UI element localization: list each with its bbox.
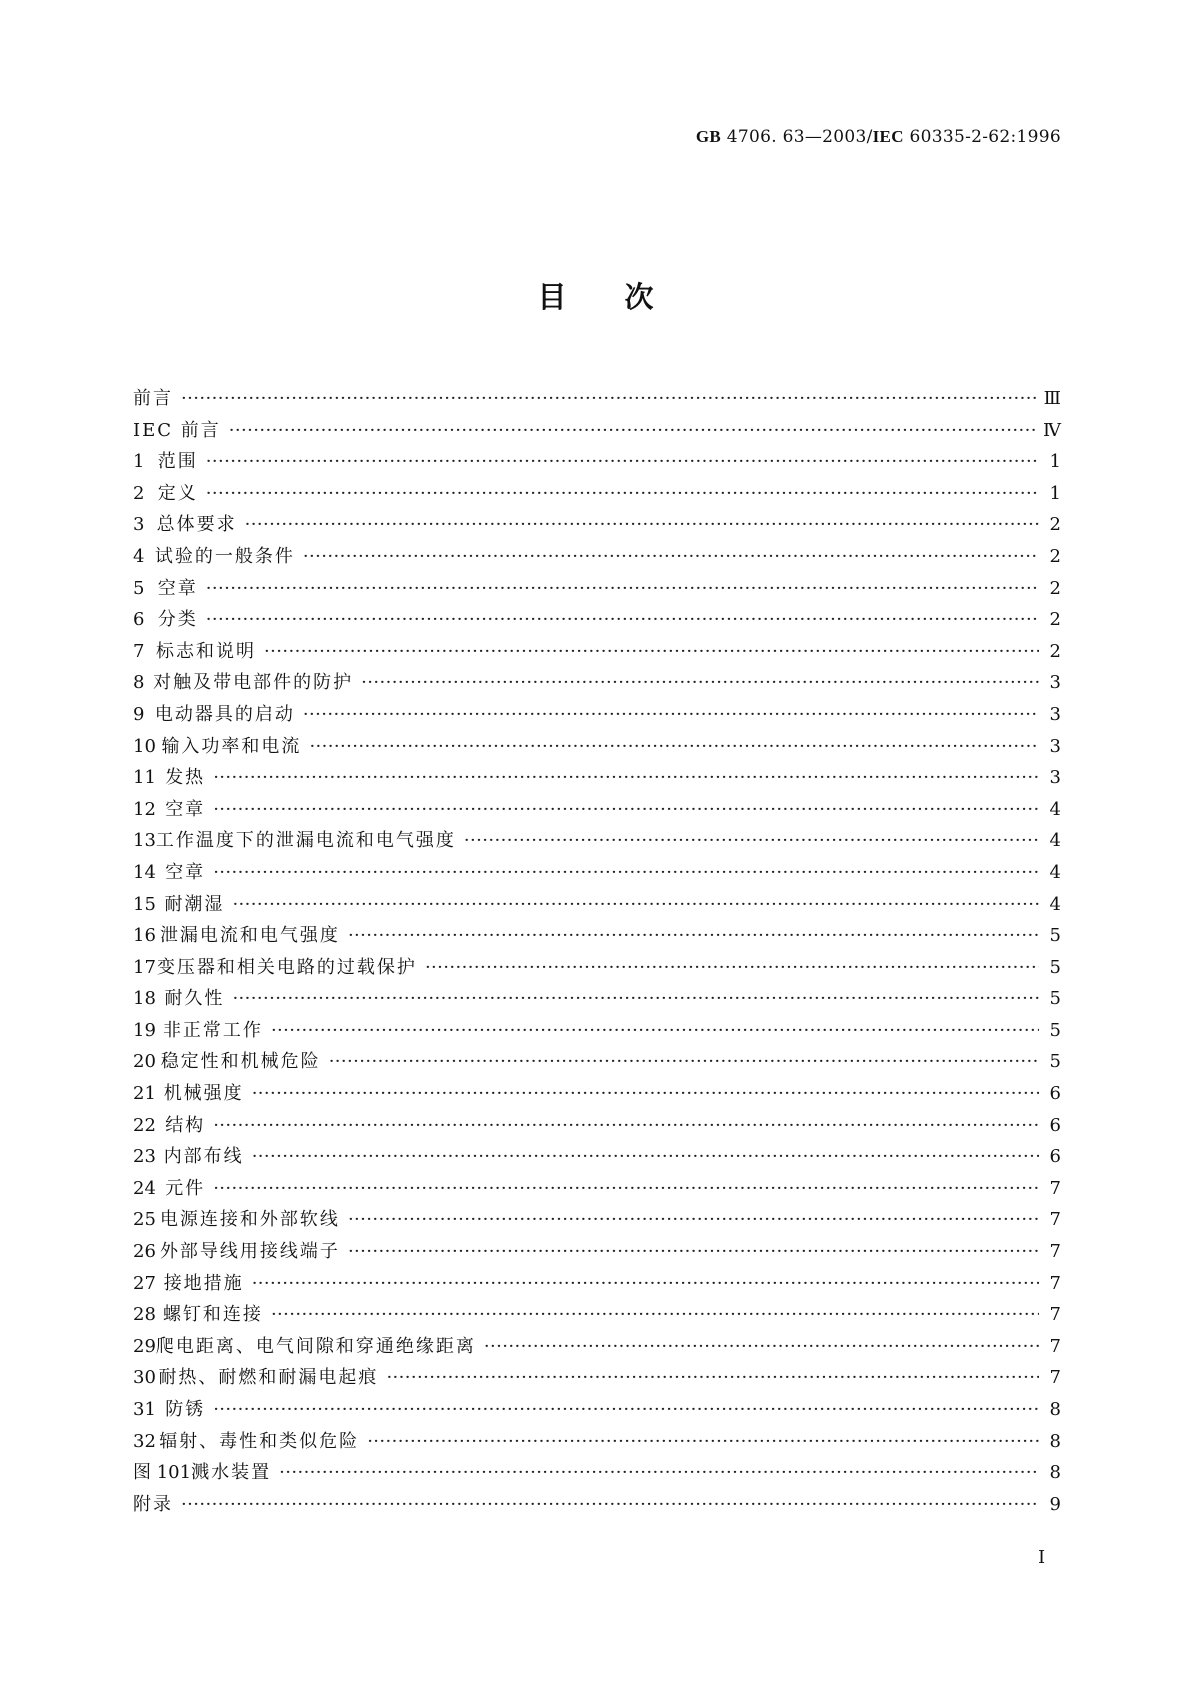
toc-entry[interactable]	[133, 1458, 1061, 1490]
toc-entry[interactable]	[133, 479, 1061, 511]
toc-entry-label: 输入功率和电流	[161, 735, 302, 757]
page-number: Ⅰ	[1038, 1547, 1046, 1568]
toc-entry-page: 7	[1049, 1335, 1061, 1357]
toc-entry[interactable]	[133, 795, 1061, 827]
toc-entry-label: 螺钉和连接	[162, 1304, 263, 1326]
gb-prefix: GB	[695, 127, 722, 146]
toc-entry[interactable]	[133, 447, 1061, 479]
toc-entry-label: 变压器和相关电路的过载保护	[156, 956, 417, 978]
iec-prefix: IEC	[872, 127, 904, 146]
toc-entry-label: 空章	[157, 577, 198, 599]
toc-entry-label: 耐久性	[164, 988, 225, 1010]
toc-entry-page: 8	[1049, 1399, 1061, 1420]
toc-entry-label: 电动器具的启动	[154, 703, 295, 725]
toc-entry-page: 5	[1049, 925, 1061, 947]
toc-entry-label: 附录	[133, 1493, 173, 1515]
toc-dot-leader	[213, 1115, 1039, 1136]
toc-dot-leader	[264, 641, 1039, 662]
toc-dot-leader	[348, 1241, 1039, 1262]
toc-entry-number: 4	[133, 545, 145, 567]
toc-entry-page: 1	[1049, 482, 1061, 504]
toc-entry-number: 15	[133, 893, 156, 915]
toc-entry[interactable]	[133, 1205, 1061, 1237]
toc-entry-page: 2	[1049, 640, 1061, 662]
toc-entry-number: 26	[133, 1241, 156, 1263]
toc-entry-page: Ⅳ	[1043, 419, 1061, 441]
toc-entry[interactable]	[133, 1111, 1061, 1143]
toc-entry-number: 17	[133, 956, 156, 978]
toc-entry-number: 10	[133, 735, 156, 757]
toc-dot-leader	[213, 799, 1039, 820]
toc-entry-page: 3	[1049, 735, 1061, 757]
toc-entry[interactable]	[133, 953, 1061, 985]
toc-dot-leader	[464, 830, 1039, 851]
toc-dot-leader	[309, 736, 1039, 757]
toc-entry-page: 3	[1049, 703, 1061, 725]
toc-dot-leader	[213, 862, 1039, 883]
toc-dot-leader	[361, 672, 1039, 693]
toc-entry-label: 接地措施	[163, 1272, 244, 1294]
toc-entry-number: 24	[133, 1177, 156, 1199]
toc-entry-number: 31	[133, 1399, 156, 1420]
toc-entry-number: 2	[133, 482, 145, 504]
toc-entry[interactable]	[133, 984, 1061, 1016]
toc-dot-leader	[252, 1273, 1039, 1294]
toc-dot-leader	[252, 1146, 1039, 1167]
toc-dot-leader	[213, 1399, 1039, 1420]
gb-number: 4706. 63—2003/	[721, 127, 873, 147]
toc-dot-leader	[348, 925, 1039, 946]
toc-entry-page: 4	[1049, 893, 1061, 915]
toc-entry[interactable]	[133, 637, 1061, 669]
toc-dot-leader	[213, 1178, 1039, 1199]
iec-number: 60335-2-62:1996	[903, 127, 1061, 147]
toc-dot-leader	[206, 451, 1039, 472]
toc-dot-leader	[206, 483, 1039, 504]
toc-entry[interactable]	[133, 1047, 1061, 1079]
toc-entry-number: 29	[133, 1335, 156, 1357]
toc-entry-page: 7	[1049, 1177, 1061, 1199]
toc-dot-leader	[303, 546, 1039, 567]
toc-entry-number: 11	[133, 767, 156, 789]
toc-dot-leader	[303, 704, 1039, 725]
toc-entry-label: 泄漏电流和电气强度	[159, 925, 340, 947]
toc-entry-page: 7	[1049, 1241, 1061, 1263]
toc-entry-page: 2	[1049, 545, 1061, 567]
toc-entry-label: 范围	[157, 451, 198, 473]
toc-dot-leader	[367, 1431, 1039, 1452]
toc-dot-leader	[232, 988, 1039, 1009]
toc-dot-leader	[484, 1336, 1039, 1357]
toc-entry-number: 9	[133, 703, 145, 725]
toc-entry[interactable]	[133, 826, 1061, 858]
toc-entry[interactable]	[133, 542, 1061, 574]
toc-entry-number: 图 101	[133, 1462, 192, 1484]
toc-dot-leader	[206, 578, 1039, 599]
toc-entry[interactable]	[133, 1269, 1061, 1301]
toc-entry-page: 6	[1049, 1083, 1061, 1105]
toc-entry-page: 8	[1049, 1430, 1061, 1452]
toc-entry-label: 外部导线用接线端子	[159, 1241, 340, 1263]
toc-dot-leader	[213, 767, 1039, 788]
toc-entry-number: 21	[133, 1083, 156, 1105]
toc-entry-page: 4	[1049, 830, 1061, 852]
toc-entry-page: 5	[1049, 988, 1061, 1010]
toc-dot-leader	[229, 420, 1037, 441]
toc-dot-leader	[386, 1367, 1039, 1388]
toc-entry[interactable]	[133, 1332, 1061, 1364]
toc-entry-page: 7	[1049, 1304, 1061, 1326]
toc-entry-label: 试验的一般条件	[154, 545, 295, 567]
toc-entry[interactable]	[133, 1174, 1061, 1206]
toc-dot-leader	[271, 1304, 1039, 1325]
toc-entry-label: 定义	[157, 482, 198, 504]
toc-entry-label: 发热	[165, 767, 206, 789]
toc-entry-number: 14	[133, 861, 156, 883]
document-standard-number	[696, 127, 1061, 147]
toc-entry-label: 标志和说明	[156, 640, 257, 662]
toc-entry-number: 12	[133, 798, 156, 820]
toc-entry-label: 稳定性和机械危险	[160, 1051, 321, 1073]
toc-entry-page: 7	[1049, 1209, 1061, 1231]
toc-dot-leader	[181, 388, 1038, 409]
toc-entry[interactable]	[133, 763, 1061, 795]
toc-entry-number: 6	[133, 609, 145, 631]
toc-entry[interactable]	[133, 1427, 1061, 1459]
toc-entry-number: 25	[133, 1209, 156, 1231]
toc-dot-leader	[348, 1209, 1039, 1230]
toc-entry-page: 5	[1049, 1019, 1061, 1041]
toc-entry-label: IEC 前言	[133, 419, 221, 441]
toc-entry-number: 3	[133, 514, 145, 536]
toc-entry-number: 23	[133, 1146, 156, 1168]
toc-entry[interactable]	[133, 1237, 1061, 1269]
toc-entry-page: 6	[1049, 1114, 1061, 1136]
toc-entry-number: 32	[133, 1430, 156, 1452]
toc-entry[interactable]	[133, 668, 1061, 700]
toc-entry-label: 总体要求	[156, 514, 237, 536]
toc-entry-number: 20	[133, 1051, 156, 1073]
toc-entry-page: Ⅲ	[1043, 388, 1061, 409]
toc-entry-number: 8	[133, 672, 145, 694]
toc-entry-label: 分类	[157, 609, 198, 631]
toc-entry-label: 耐潮湿	[164, 893, 225, 915]
toc-entry-number: 28	[133, 1304, 156, 1326]
toc-entry-number: 18	[133, 988, 156, 1010]
toc-dot-leader	[206, 609, 1039, 630]
toc-entry-label: 前言	[133, 388, 173, 409]
toc-entry[interactable]	[133, 858, 1061, 890]
toc-dot-leader	[425, 957, 1039, 978]
toc-dot-leader	[232, 894, 1039, 915]
toc-entry-label: 对触及带电部件的防护	[153, 672, 354, 694]
toc-entry-page: 3	[1049, 672, 1061, 694]
toc-entry-label: 结构	[165, 1114, 206, 1136]
toc-entry[interactable]	[133, 1363, 1061, 1395]
toc-entry-number: 19	[133, 1019, 156, 1041]
toc-entry[interactable]	[133, 921, 1061, 953]
toc-entry-page: 1	[1049, 451, 1061, 473]
toc-entry[interactable]	[133, 1490, 1061, 1522]
toc-entry-number: 1	[133, 451, 145, 473]
toc-entry-label: 空章	[165, 798, 206, 820]
toc-entry-label: 内部布线	[163, 1146, 244, 1168]
toc-entry-label: 耐热、耐燃和耐漏电起痕	[158, 1367, 379, 1389]
toc-entry[interactable]	[133, 1016, 1061, 1048]
toc-entry-page: 6	[1049, 1146, 1061, 1168]
toc-entry[interactable]	[133, 1142, 1061, 1174]
toc-entry-page: 5	[1049, 1051, 1061, 1073]
toc-entry-number: 27	[133, 1272, 156, 1294]
toc-entry-number: 22	[133, 1114, 156, 1136]
toc-entry-label: 辐射、毒性和类似危险	[159, 1430, 360, 1452]
page-title: 目次	[537, 280, 712, 314]
toc-entry-label: 溅水装置	[191, 1462, 272, 1484]
toc-entry-page: 7	[1049, 1272, 1061, 1294]
toc-entry-label: 防锈	[165, 1399, 206, 1420]
toc-entry-page: 4	[1049, 798, 1061, 820]
toc-entry-page: 9	[1049, 1493, 1061, 1515]
toc-dot-leader	[329, 1051, 1039, 1072]
toc-entry[interactable]	[133, 1079, 1061, 1111]
table-of-contents	[133, 384, 1061, 1521]
toc-entry-label: 非正常工作	[162, 1019, 263, 1041]
toc-entry[interactable]	[133, 416, 1061, 448]
toc-entry[interactable]	[133, 605, 1061, 637]
toc-entry[interactable]	[133, 574, 1061, 606]
toc-entry-page: 5	[1049, 956, 1061, 978]
toc-dot-leader	[271, 1020, 1039, 1041]
toc-entry-page: 2	[1049, 577, 1061, 599]
toc-entry-page: 2	[1049, 514, 1061, 536]
toc-entry[interactable]	[133, 1300, 1061, 1332]
toc-entry[interactable]	[133, 890, 1061, 922]
toc-dot-leader	[252, 1083, 1039, 1104]
toc-entry-label: 工作温度下的泄漏电流和电气强度	[155, 830, 456, 852]
toc-entry-page: 4	[1049, 861, 1061, 883]
toc-entry-label: 空章	[165, 861, 206, 883]
toc-entry[interactable]	[133, 510, 1061, 542]
toc-entry-label: 电源连接和外部软线	[159, 1209, 340, 1231]
toc-entry-page: 2	[1049, 609, 1061, 631]
toc-entry-number: 13	[133, 830, 156, 852]
toc-entry-number: 7	[133, 640, 145, 662]
toc-entry[interactable]	[133, 1395, 1061, 1427]
toc-entry-number: 30	[133, 1367, 156, 1389]
toc-entry-label: 元件	[165, 1177, 206, 1199]
toc-entry[interactable]	[133, 700, 1061, 732]
toc-entry[interactable]	[133, 732, 1061, 764]
toc-entry[interactable]	[133, 384, 1061, 416]
toc-entry-number: 16	[133, 925, 156, 947]
toc-entry-page: 3	[1049, 767, 1061, 789]
toc-entry-number: 5	[133, 577, 145, 599]
toc-dot-leader	[279, 1462, 1039, 1483]
toc-entry-page: 7	[1049, 1367, 1061, 1389]
toc-entry-label: 爬电距离、电气间隙和穿通绝缘距离	[155, 1335, 476, 1357]
toc-dot-leader	[245, 514, 1039, 535]
toc-dot-leader	[181, 1494, 1039, 1515]
toc-entry-label: 机械强度	[163, 1083, 244, 1105]
toc-entry-page: 8	[1049, 1462, 1061, 1484]
